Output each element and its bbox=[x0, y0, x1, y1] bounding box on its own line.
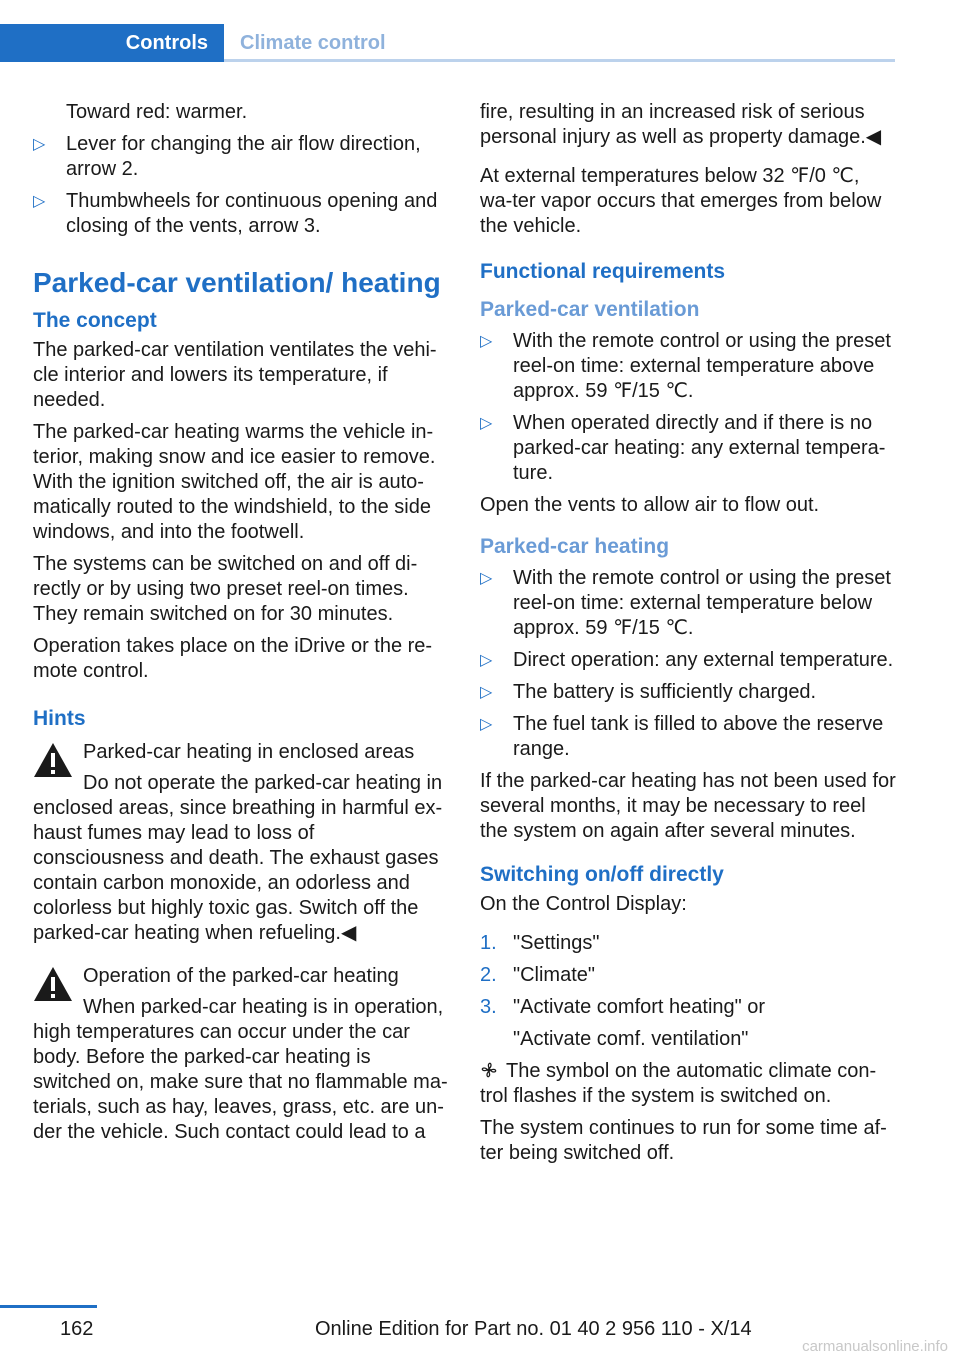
heating-heading: Parked-car heating bbox=[480, 535, 670, 558]
tab-controls: Controls bbox=[0, 24, 224, 62]
ventilation-bullet-list bbox=[480, 329, 896, 486]
bullet-icon: ▷ bbox=[33, 193, 46, 210]
footer-rule bbox=[0, 1305, 97, 1308]
list-item: 3. "Activate comfort heating" or bbox=[480, 996, 766, 1018]
list-item: ▷ With the remote control or using the preset reel-on time: external temperature above approx. 59 ℉/15 ℃. bbox=[480, 330, 891, 402]
vapor-paragraph: At external temperatures below 32 ℉/0 ℃, wa‐ter vapor occurs that emerges from below the vehicle. bbox=[480, 165, 882, 237]
edition-note: Online Edition for Part no. 01 40 2 956 110 - X/14 bbox=[315, 1318, 752, 1340]
list-item: ▷ With the remote control or using the preset reel-on time: external temperature below approx. 59 ℉/15 ℃. bbox=[480, 567, 891, 639]
list-item: ▷ The battery is sufficiently charged. bbox=[480, 681, 817, 703]
warning-body: Do not operate the parked-car heating in enclosed areas, since breathing in harmful ex‐haust fumes may lead to loss of consciousness and death. The exhaust gases contain carbon monoxide, an odorless and colorless but highly toxic gas. Switch off the parked-car heating when refueling.◀ bbox=[33, 772, 443, 944]
fan-icon bbox=[480, 1059, 506, 1084]
list-item: ▷ Lever for changing the air flow direction, arrow 2. bbox=[33, 133, 421, 180]
ventilation-heading: Parked-car ventilation bbox=[480, 298, 700, 321]
section-title: Parked-car ventilation/ heating bbox=[33, 267, 441, 298]
concept-paragraph: Operation takes place on the iDrive or the re‐mote control. bbox=[33, 635, 433, 682]
header-rule bbox=[224, 59, 895, 62]
switching-heading: Switching on/off directly bbox=[480, 863, 724, 886]
concept-paragraph: The parked-car ventilation ventilates the vehi‐cle interior and lowers its temperature, if needed. bbox=[33, 339, 437, 411]
intro-bullet-list bbox=[33, 132, 449, 239]
bullet-icon: ▷ bbox=[480, 570, 493, 587]
warning-continuation: fire, resulting in an increased risk of serious personal injury as well as property damage.◀ bbox=[480, 101, 882, 148]
list-item: ▷ When operated directly and if there is no parked-car heating: any external tempera‐ture. bbox=[480, 412, 886, 484]
bullet-icon: ▷ bbox=[480, 333, 493, 350]
warning-title: Parked-car heating in enclosed areas bbox=[83, 741, 415, 763]
right-column bbox=[480, 100, 896, 1173]
step-continuation: "Activate comf. ventilation" bbox=[513, 1028, 749, 1050]
list-item: ▷ Thumbwheels for continuous opening and closing of the vents, arrow 3. bbox=[33, 190, 438, 237]
list-item: 1. "Settings" bbox=[480, 932, 600, 954]
concept-heading: The concept bbox=[33, 309, 157, 332]
steps-list bbox=[480, 931, 896, 1020]
watermark: carmanualsonline.info bbox=[802, 1338, 948, 1355]
warning-title: Operation of the parked-car heating bbox=[83, 965, 399, 987]
warning-block bbox=[33, 740, 449, 946]
hints-heading: Hints bbox=[33, 707, 86, 730]
concept-paragraph: The systems can be switched on and off di‐rectly or by using two preset reel-on times. They remain switched on for 30 minutes. bbox=[33, 553, 418, 625]
page-number: 162 bbox=[60, 1318, 94, 1340]
bullet-icon: ▷ bbox=[480, 684, 493, 701]
heating-bullet-list bbox=[480, 566, 896, 762]
warning-body: When parked-car heating is in operation, high temperatures can occur under the car body. Before the parked-car heating is switched on, make sure that no flammable ma‐terials, such as hay, leaves, grass, etc. are un‐der the vehicle. Such contact could lead to a bbox=[33, 996, 448, 1143]
intro-continuation: Toward red: warmer. bbox=[66, 101, 248, 123]
tab-climate-control: Climate control bbox=[240, 31, 386, 54]
list-item: ▷ Direct operation: any external temperature. bbox=[480, 649, 894, 671]
warning-block bbox=[33, 964, 449, 1145]
warning-triangle-icon bbox=[33, 966, 73, 1002]
concept-paragraph: The parked-car heating warms the vehicle in‐terior, making snow and ice easier to remove. With the ignition switched off, the air is auto‐matically routed to the windshield, to the side windows, and into the footwell. bbox=[33, 421, 436, 543]
control-display-paragraph: On the Control Display: bbox=[480, 893, 687, 915]
left-column bbox=[33, 100, 449, 1145]
bullet-icon: ▷ bbox=[480, 415, 493, 432]
bullet-icon: ▷ bbox=[33, 136, 46, 153]
warning-triangle-icon bbox=[33, 742, 73, 778]
page-header bbox=[0, 24, 895, 62]
functional-requirements-heading: Functional requirements bbox=[480, 260, 726, 283]
bullet-icon: ▷ bbox=[480, 652, 493, 669]
list-item: 2. "Climate" bbox=[480, 964, 595, 986]
bullet-icon: ▷ bbox=[480, 716, 493, 733]
months-paragraph: If the parked-car heating has not been used for several months, it may be necessary to reel the system on again after several minutes. bbox=[480, 770, 896, 842]
list-item: ▷ The fuel tank is filled to above the reserve range. bbox=[480, 713, 884, 760]
vents-paragraph: Open the vents to allow air to flow out. bbox=[480, 494, 820, 516]
symbol-paragraph: The symbol on the automatic climate con‐trol flashes if the system is switched on. bbox=[480, 1060, 877, 1107]
continue-paragraph: The system continues to run for some time af‐ter being switched off. bbox=[480, 1117, 887, 1164]
